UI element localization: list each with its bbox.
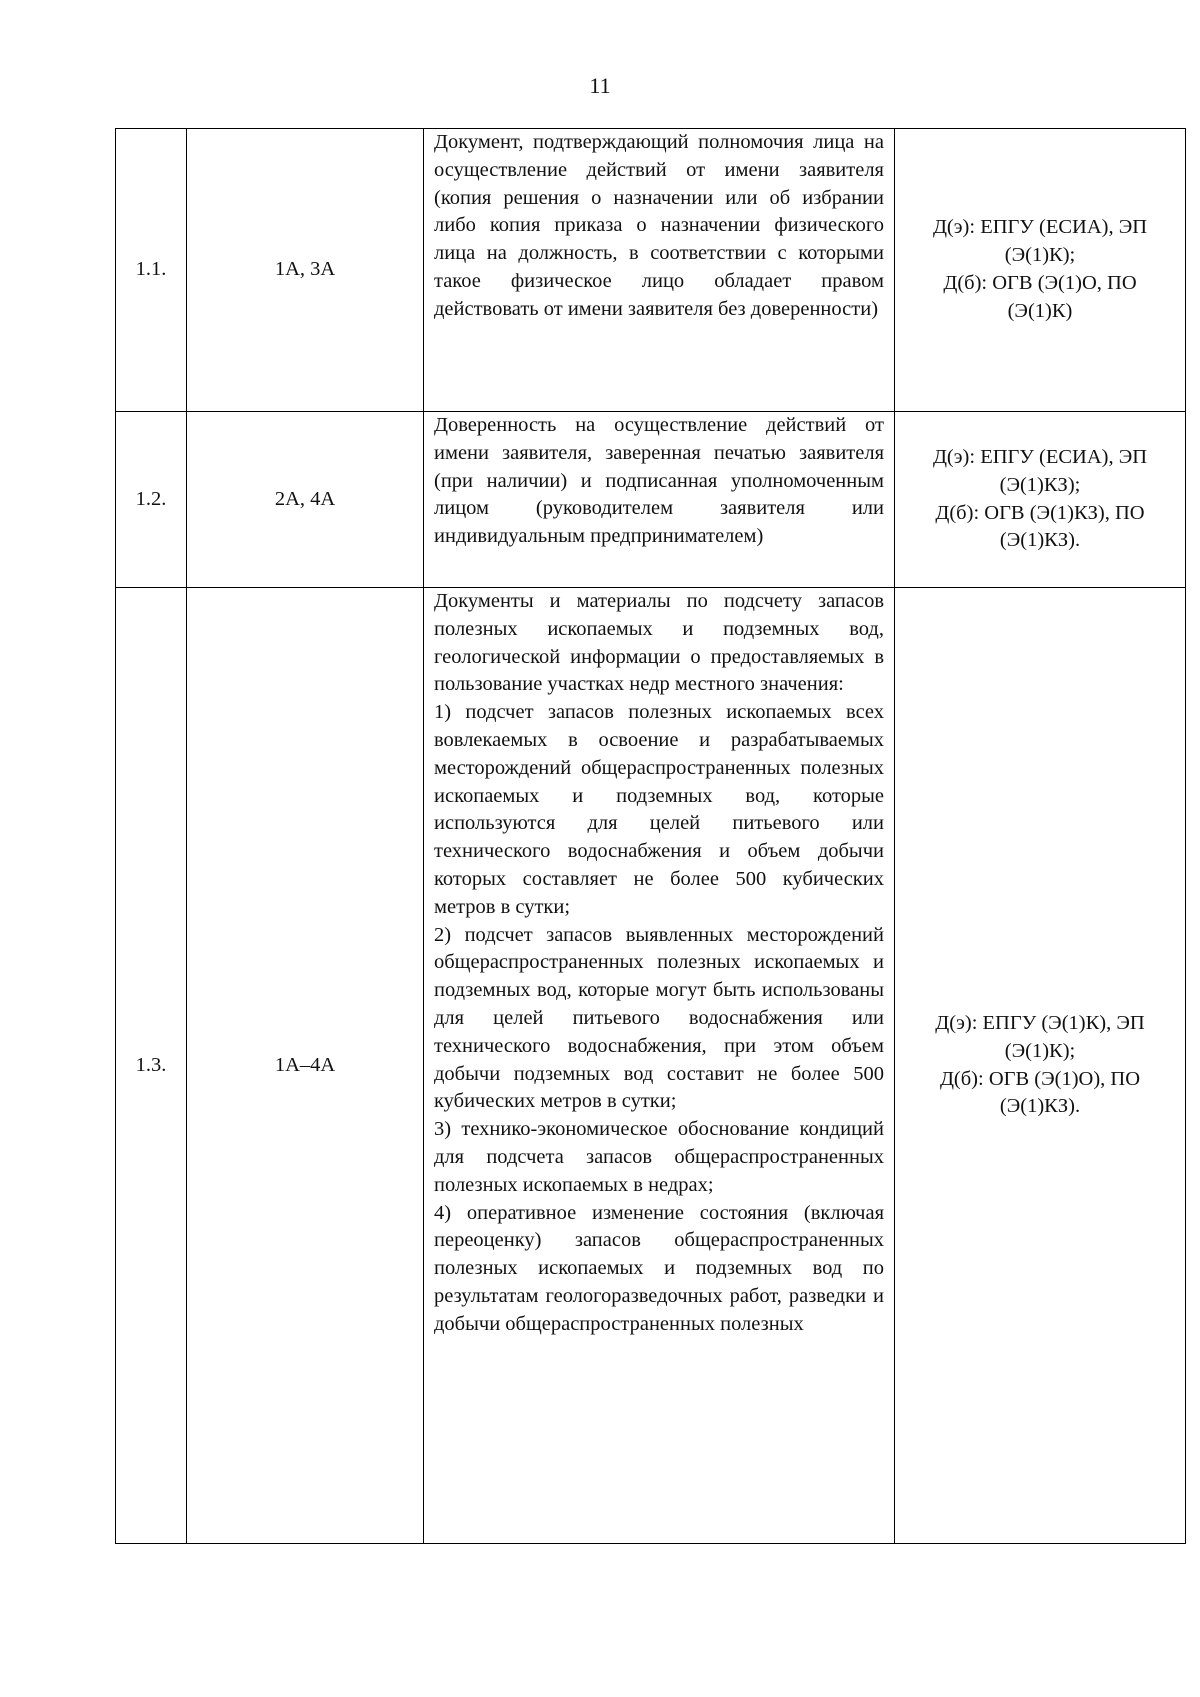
row-number: 1.3. <box>116 588 187 1544</box>
source-line: Д(б): ОГВ (Э(1)КЗ), ПО <box>935 501 1145 524</box>
description-text: Документ, подтверждающий полномочия лица на осуществление действий от имени заявителя (копия решения о назначении или об избрании либо копия приказа о назначении физического лица на должность, в соответствии с которыми такое физическое лицо обладает правом действовать от имени заявителя без доверенности) <box>434 131 884 320</box>
description-text: Доверенность на осуществление действий от имени заявителя, заверенная печатью заявителя (при наличии) и подписанная уполномоченным лицом (руководителем заявителя или индивидуальным предпринимателем) <box>434 414 884 548</box>
description-paragraph: 4) оперативное изменение состояния (включая переоценку) запасов общераспространенных полезных ископаемых и подземных вод по результатам геологоразведочных работ, разведки и добычи общераспространенных полезных <box>434 1201 884 1335</box>
source-line: Д(э): ЕПГУ (ЕСИА), ЭП <box>932 445 1148 468</box>
source-line: (Э(1)КЗ). <box>999 1095 1081 1118</box>
source-line: Д(б): ОГВ (Э(1)О, ПО <box>943 272 1137 294</box>
row-sources <box>895 129 1186 412</box>
row-sources <box>895 588 1186 1544</box>
row-codes: 1А–4А <box>187 588 424 1544</box>
description-paragraph: 2) подсчет запасов выявленных месторождений общераспространенных полезных ископаемых и подземных вод, которые могут быть использованы для целей питьевого водоснабжения или технического водоснабжения, при этом объем добычи подземных вод составит не более 500 кубических метров в сутки; <box>434 923 884 1113</box>
table-row <box>116 412 1186 588</box>
source-line: (Э(1)КЗ); <box>999 473 1081 496</box>
description-paragraph: Документы и материалы по подсчету запасов полезных ископаемых и подземных вод, геологической информации о предоставляемых в пользование участках недр местного значения: <box>434 590 884 696</box>
row-sources <box>895 412 1186 588</box>
source-line: (Э(1)К); <box>1004 1039 1076 1062</box>
table-row <box>116 129 1186 412</box>
source-line: Д(э): ЕПГУ (Э(1)К), ЭП <box>935 1011 1145 1034</box>
row-codes: 2А, 4А <box>187 412 424 588</box>
source-line: Д(э): ЕПГУ (ЕСИА), ЭП <box>932 216 1148 239</box>
row-description <box>424 588 895 1544</box>
source-line: Д(б): ОГВ (Э(1)О), ПО <box>939 1067 1141 1090</box>
row-number: 1.2. <box>116 412 187 588</box>
row-description <box>424 412 895 588</box>
document-table <box>115 128 1186 1544</box>
row-codes: 1А, 3А <box>187 129 424 412</box>
source-line: (Э(1)К) <box>1007 299 1073 322</box>
row-number: 1.1. <box>116 129 187 412</box>
description-paragraph: 3) технико-экономическое обоснование кондиций для подсчета запасов общераспространенных полезных ископаемых в недрах; <box>434 1118 884 1196</box>
source-line: (Э(1)К); <box>1004 244 1076 267</box>
table-row <box>116 588 1186 1544</box>
page-number: 11 <box>589 73 611 98</box>
source-line: (Э(1)КЗ). <box>999 529 1081 552</box>
description-paragraph: 1) подсчет запасов полезных ископаемых всех вовлекаемых в освоение и разрабатываемых месторождений общераспространенных полезных ископаемых и подземных вод, которые используются для целей питьевого или технического водоснабжения и объем добычи которых составляет не более 500 кубических метров в сутки; <box>434 701 884 918</box>
row-description <box>424 129 895 412</box>
